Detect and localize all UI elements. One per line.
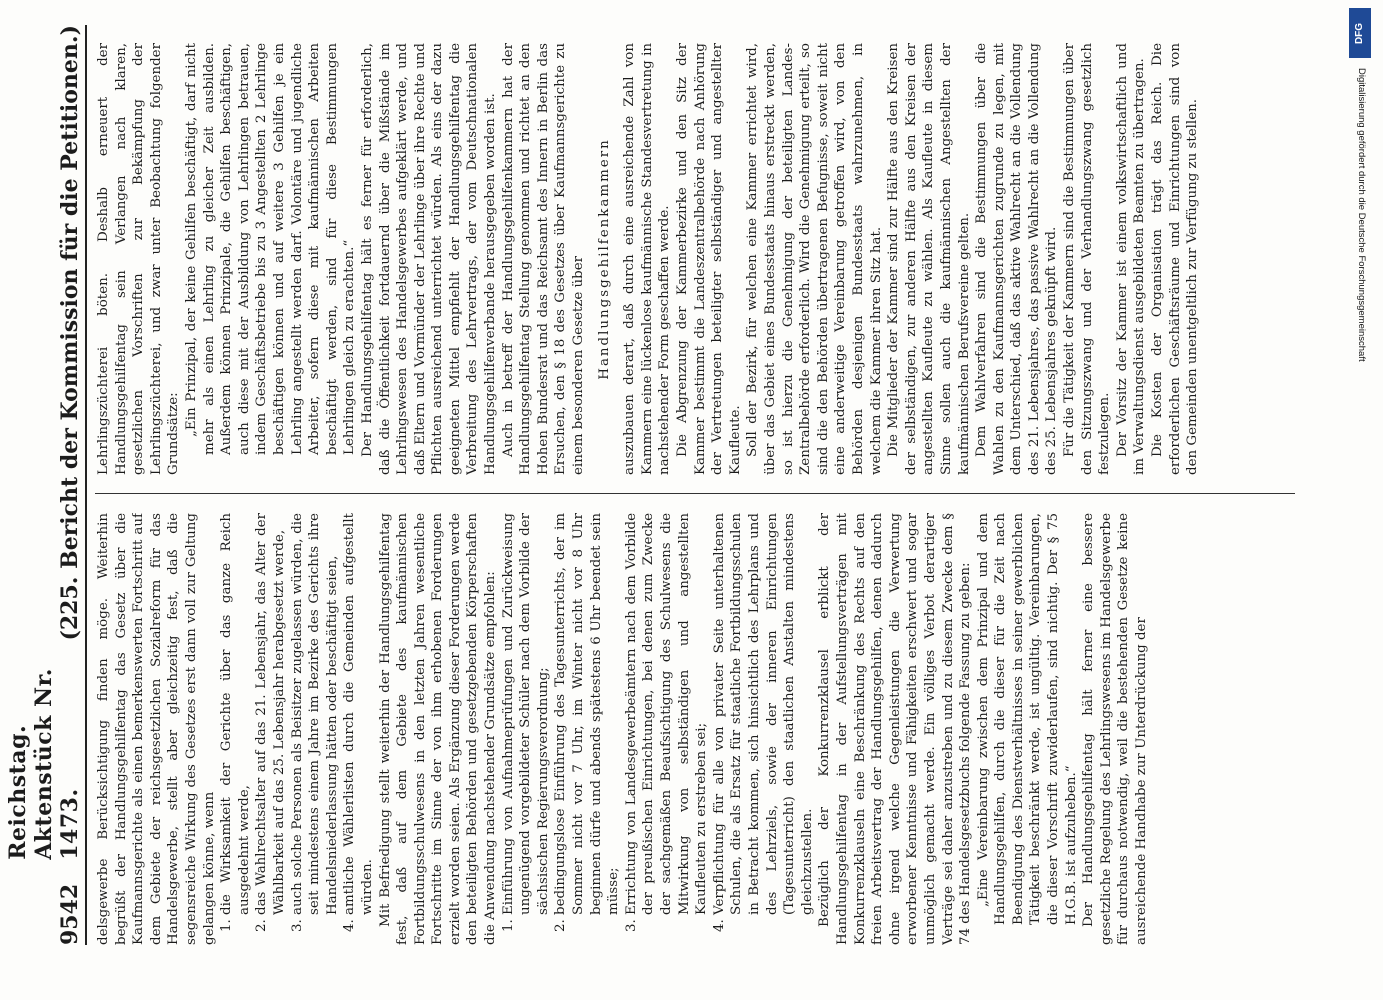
rotated-document-page	[5, 25, 1313, 945]
quoted-clause: „Eine Vereinbarung zwischen dem Prinzipal und dem Handlungsgehilfen, durch die dieser für die Zeit nach Beendigung des Dienstverhältnisses in seiner gewerblichen Tätigkeit beschränkt werde, ist ungültig. Vereinbarungen, die dieser Vorschrift zuwiderlaufen, sind nichtig. Der § 75 H.G.B. ist aufzuheben.“	[975, 513, 1079, 925]
paragraph: Für die Tätigkeit der Kammern sind die Bestimmungen über den Sitzungszwang und der Verhandlungszwang gesetzlich festzulegen.	[1062, 43, 1113, 475]
school-principles-list	[500, 513, 817, 945]
list-item: 1. Einführung von Aufnahmeprüfungen und Zurückweisung ungenügend vorgebildeter Schüler nach dem Vorbilde der sächsischen Regierungsverordnung;	[500, 513, 553, 915]
digitization-sidebar	[1349, 8, 1377, 968]
list-item: 1. die Wirksamkeit der Gerichte über das ganze Reich ausgedehnt werde,	[218, 513, 253, 915]
paragraph: delsgewerbe Berücksichtigung finden möge. Weiterhin begrüßt der Handlungsgehilfentag das Gesetz über die Kaufmannsgerichte als einen bemerkenswerten Fortschritt auf dem Gebiete der reichsgesetzlichen Sozialreform für das Handelsgewerbe, stellt aber gleichzeitig fest, daß die segensreiche Wirkung des Gesetzes erst dann voll zur Geltung gelangen könne, wenn	[96, 513, 217, 945]
paragraph: Lehrlingszüchterei böten. Deshalb erneuert der Handlungsgehilfentag sein Verlangen nach klaren, gesetzlichen Vorschriften zur Bekämpfung der Lehrlingszüchterei, und zwar unter Beobachtung folgender Grundsätze:	[96, 43, 182, 475]
page-header	[5, 25, 87, 945]
list-item: 3. Errichtung von Landesgewerbeämtern nach dem Vorbilde der preußischen Einrichtungen, bei denen zum Zwecke der sachgemäßen Beaufsichtigung des Schulwesens die Mitwirkung von selbständigen und angestellten Kaufleuten zu erstreben sei;	[623, 513, 711, 915]
paragraph: Auch in betreff der Handlungsgehilfenkammern hat der Handlungsgehilfentag Stellung genommen und richtet an den Hohen Bundesrat und das Reichsamt des Innern in Berlin das Ersuchen, den § 18 des Gesetzes über Kaufmannsgerichte zu einem besonderen Gesetze über	[500, 43, 587, 475]
right-column	[95, 43, 1295, 475]
list-item: 2. bedingungslose Einführung des Tagesunterrichts, der im Sommer nicht vor 7 Uhr, im Winter nicht vor 8 Uhr beginnen dürfe und abends spätestens 6 Uhr beendet sein müsse;	[552, 513, 622, 915]
court-conditions-list	[218, 513, 376, 945]
paragraph: Der Vorsitz der Kammer ist einem volkswirtschaftlich und im Verwaltungsdienst ausgebildeten Beamten zu übertragen.	[1114, 43, 1148, 475]
paragraph: Soll der Bezirk, für welchen eine Kammer errichtet wird, über das Gebiet eines Bundesstaats hinaus erstreckt werden, so ist hierzu die Genehmigung der beteiligten Landes-Zentralbehörde erforderlich. Wird die Genehmigung erteilt, so sind die den Behörden übertragenen Befugnisse, soweit nicht eine anderweitige Vereinbarung getroffen wird, von den Behörden desjenigen Bundesstaats wahrzunehmen, in welchem die Kammer ihren Sitz hat.	[745, 43, 884, 475]
paragraph: Die Kosten der Organisation trägt das Reich. Die erforderlichen Geschäftsräume und Einrichtungen sind von den Gemeinden unentgeltlich zur Verfügung zu stellen.	[1150, 43, 1201, 475]
paragraph: Mit Befriedigung stellt weiterhin der Handlungsgehilfentag fest, daß auf dem Gebiete des kaufmännischen Fortbildungsschulwesens in den letzten Jahren wesentliche Fortschritte im Sinne der von ihm erhobenen Forderungen erzielt worden seien. Als Ergänzung dieser Forderungen werde den beteiligten Behörden und gesetzgebenden Körperschaften die Anwendung nachstehender Grundsätze empfohlen:	[377, 513, 499, 945]
list-item: 2. das Wahlrechtsalter auf das 21. Lebensjahr, das Alter der Wählbarkeit auf das 25. Lebensjahr herabgesetzt werde,	[253, 513, 288, 915]
quoted-clause: „Ein Prinzipal, der keine Gehilfen beschäftigt, darf nicht mehr als einen Lehrling zu gleicher Zeit ausbilden. Außerdem können Prinzipale, die Gehilfen beschäftigen, auch diese mit der Ausbildung von Lehrlingen betrauen, indem Geschäftsbetriebe bis zu 3 Angestellten 2 Lehrlinge beschäftigen können und auf weitere 3 Gehilfen je ein Lehrling angestellt werden darf. Volontäre und jugendliche Arbeiter, sofern diese mit kaufmännischen Arbeiten beschäftigt werden, sind für diese Bestimmungen Lehrlingen gleich zu erachten.“	[183, 43, 358, 455]
paragraph: Die Mitglieder der Kammer sind zur Hälfte aus den Kreisen der selbständigen, zur anderen Hälfte aus den Kreisen der angestellten Kaufleute zu wählen. Als Kaufleute in diesem Sinne sollen auch die kaufmännischen Angestellten der kaufmännischen Berufsvereine gelten.	[886, 43, 972, 475]
list-item: 4. Verpflichtung für alle von privater Seite unterhaltenen Schulen, die als Ersatz für staatliche Fortbildungsschulen in Betracht kommen, sich hinsichtlich des Lehrplans und des Lehrziels, sowie der inneren Einrichtungen (Tagesunterricht) den staatlichen Anstalten mindestens gleichzustellen.	[711, 513, 817, 915]
paragraph: Der Handlungsgehilfentag hält es ferner für erforderlich, daß die Öffentlichkeit fortdauernd über die Mißstände im Lehrlingswesen des Handelsgewerbes aufgeklärt werde, und daß Eltern und Vormünder der Lehrlinge über ihre Rechte und Pflichten ausreichend unterrichtet würden. Als eins der dazu geeigneten Mittel empfiehlt der Handlungsgehilfentag die Verbreitung des Lehrvertrags, der vom Deutschnationalen Handlungsgehilfenverbande herausgegeben worden ist.	[359, 43, 499, 475]
paragraph: Die Abgrenzung der Kammerbezirke und den Sitz der Kammer bestimmt die Landeszentralbehörde nach Anhörung der Vertretungen beteiligter selbständiger und angestellter Kaufleute.	[675, 43, 743, 475]
digitization-note: Digitalisierung gefördert durch die Deutsche Forschungsgemeinschaft	[1356, 68, 1367, 362]
paragraph: Der Handlungsgehilfentag hält ferner eine bessere gesetzliche Regelung des Lehrlingswesens im Handelsgewerbe für durchaus notwendig, weil die bestehenden Gesetze keine ausreichende Handhabe zur Unterdrückung der	[1081, 513, 1150, 945]
list-item: 3. auch solche Personen als Beisitzer zugelassen würden, die seit mindestens einem Jahre im Bezirke des Gerichts ihre Handelsniederlassung hätten oder beschäftigt seien,	[289, 513, 342, 915]
page-number: 9542	[57, 883, 83, 945]
left-column	[95, 513, 1295, 945]
paragraph: Bezüglich der Konkurrenzklausel erblickt der Handlungsgehilfentag in der Aufstellungsverträgen mit Konkurrenzklauseln eine Beschränkung des Rechts auf den freien Arbeitsvertrag der Handlungsgehilfen, denen dadurch ohne irgend welche Gegenleistungen die Verwertung erworbener Kenntnisse und Fähigkeiten erschwert und sogar unmöglich gemacht werde. Ein völliges Verbot derartiger Verträge sei daher anzustreben und zu diesem Zwecke dem § 74 des Handelsgesetzbuchs folgende Fassung zu geben:	[817, 513, 974, 945]
column-divider	[95, 493, 1295, 494]
section-heading: Handlungsgehilfenkammern	[596, 138, 612, 380]
header-title-right: (225. Bericht der Kommission für die Petitionen.)	[57, 25, 83, 641]
header-title-left: Reichstag. Aktenstück Nr. 1473.	[5, 668, 83, 860]
list-item: 4. amtliche Wählerlisten durch die Gemeinden aufgestellt würden.	[341, 513, 376, 915]
dfg-logo: DFG	[1349, 8, 1371, 58]
paragraph: Dem Wahlverfahren sind die Bestimmungen über die Wahlen zu den Kaufmannsgerichten zugrunde zu legen, mit dem Unterschied, daß das aktive Wahlrecht an die Vollendung des 21. Lebensjahres, das passive Wahlrecht an die Vollendung des 25. Lebensjahres geknüpft wird.	[974, 43, 1060, 475]
paragraph: auszubauen derart, daß durch eine ausreichende Zahl von Kammern eine lückenlose kaufmännische Standesvertretung in nachstehender Form geschaffen werde.	[622, 43, 673, 475]
